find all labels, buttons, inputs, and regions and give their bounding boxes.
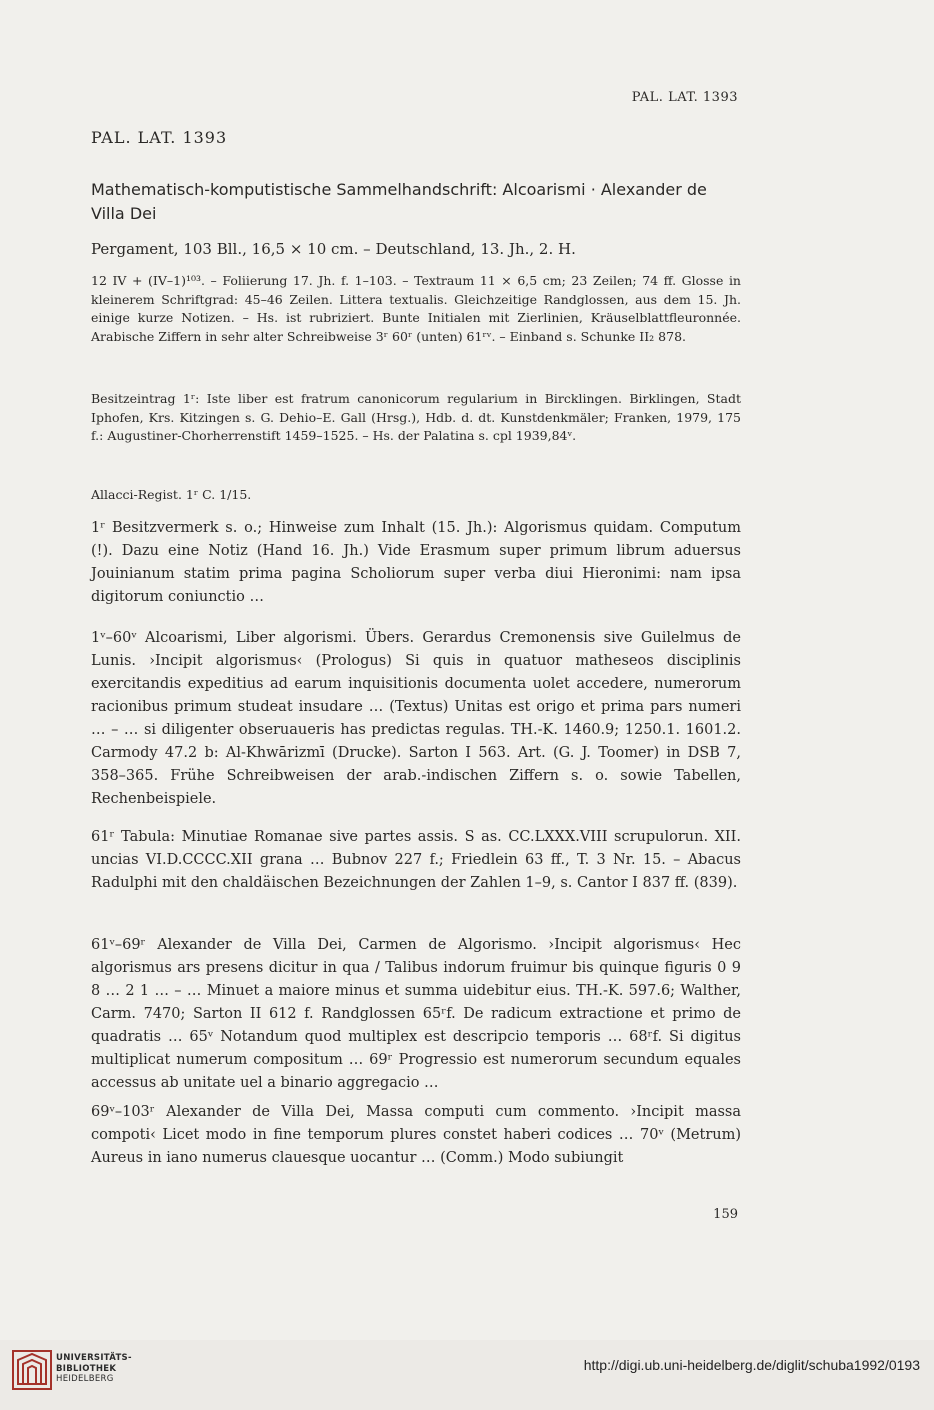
codicology-paragraph: 12 IV + (IV–1)¹⁰³. – Foliierung 17. Jh. f. 1–103. – Textraum 11 × 6,5 cm; 23 Zeilen; 74 ff. Glosse in kleinerem Schriftgrad: 45–46 Zeilen. Littera textualis. Gleichzeitige Randglossen, aus dem 15. Jh. einige kurze Notizen. – Hs. ist rubriziert. Bunte Initialen mit Zierlinien, Kräuselblattfleuronnée. Arabische Ziffern in sehr alter Schreibweise 3ʳ 60ʳ (unten) 61ʳᵛ. – Einband s. Schunke II₂ 878. (91, 273, 741, 344)
content-entry-1r: 1ʳ Besitzvermerk s. o.; Hinweise zum Inhalt (15. Jh.): Algorismus quidam. Computum (!). Dazu eine Notiz (Hand 16. Jh.) Vide Erasmum super primum librum aduersus Jouinianum statim prima pagina Scholiorum super verba diui Hieronimi: nam ipsa digitorum coniunctio … (91, 520, 741, 605)
content-entry-61v-69r: 61ᵛ–69ʳ Alexander de Villa Dei, Carmen de Algorismo. ›Incipit algorismus‹ Hec algorismus ars presens dicitur in qua / Talibus indorum fruimur bis quinque figuris 0 9 8 … 2 1 … – … Minuet a maiore minus et summa uidebitur eius. TH.-K. 597.6; Walther, Carm. 7470; Sarton II 612 f. Randglossen 65ʳf. De radicum extractione et primo de quadratis … 65ᵛ Notandum quod multiplex est descripcio temporis … 68ʳf. Si digitus multiplicat numerum compositum … 69ʳ Progressio est numerorum secundum equales accessus ab unitate uel a binario aggregacio … (91, 937, 741, 1091)
manuscript-title: Mathematisch-komputistische Sammelhandschrift: Alcoarismi · Alexander de Villa Dei (91, 180, 707, 223)
allacci-note: Allacci-Regist. 1ʳ C. 1/15. (91, 487, 252, 502)
content-entry-61r: 61ʳ Tabula: Minutiae Romanae sive partes assis. S as. CC.LXXX.VIII scrupulorun. XII. uncias VI.D.CCCC.XII grana … Bubnov 227 f.; Friedlein 63 ff., T. 3 Nr. 15. – Abacus Radulphi mit den chaldäischen Bezeichnungen der Zahlen 1–9, s. Cantor I 837 ff. (839). (91, 829, 741, 891)
shelfmark-heading: PAL. LAT. 1393 (91, 128, 228, 147)
library-name-line2: BIBLIOTHEK (56, 1363, 117, 1374)
library-name-line1: UNIVERSITÄTS- (56, 1353, 132, 1363)
library-name-line3: HEIDELBERG (56, 1374, 114, 1384)
content-entry-1v-60v: 1ᵛ–60ᵛ Alcoarismi, Liber algorismi. Übers. Gerardus Cremonensis sive Guilelmus de Lunis. ›Incipit algorismus‹ (Prologus) Si quis in quatuor matheseos disciplinis exercitandis expeditius ad earum inquisitionis documenta uolet accedere, numerorum racionibus primum studeat insudare … (Textus) Unitas est origo et prima pars numeri … – … si diligenter obseruaueris has predictas regulas. TH.-K. 1460.9; 1250.1. 1601.2. Carmody 47.2 b: Al-Khwārizmī (Drucke). Sarton I 563. Art. (G. J. Toomer) in DSB 7, 358–365. Frühe Schreibweisen der arab.-indischen Ziffern s. o. sowie Tabellen, Rechenbeispiele. (91, 630, 741, 807)
provenance-paragraph: Besitzeintrag 1ʳ: Iste liber est fratrum canonicorum regularium in Bircklingen. Birklingen, Stadt Iphofen, Krs. Kitzingen s. G. Dehio–E. Gall (Hrsg.), Hdb. d. dt. Kunstdenkmäler; Franken, 1979, 175 f.: Augustiner-Chorherrenstift 1459–1525. – Hs. der Palatina s. cpl 1939,84ᵛ. (91, 391, 741, 443)
page-number: 159 (713, 1207, 738, 1222)
permalink-url[interactable]: http://digi.ub.uni-heidelberg.de/diglit/schuba1992/0193 (583, 1357, 920, 1373)
content-entry-69v-103r: 69ᵛ–103ʳ Alexander de Villa Dei, Massa computi cum commento. ›Incipit massa compoti‹ Licet modo in fine temporum plures constet haberi codices … 70ᵛ (Metrum) Aureus in iano numerus clauesque uocantur … (Comm.) Modo subiungit (91, 1104, 741, 1166)
viewer-footer (0, 1340, 934, 1410)
physical-description: Pergament, 103 Bll., 16,5 × 10 cm. – Deutschland, 13. Jh., 2. H. (91, 240, 576, 258)
library-name (56, 1353, 132, 1385)
university-seal-icon (12, 1350, 52, 1390)
running-head: PAL. LAT. 1393 (631, 90, 738, 105)
